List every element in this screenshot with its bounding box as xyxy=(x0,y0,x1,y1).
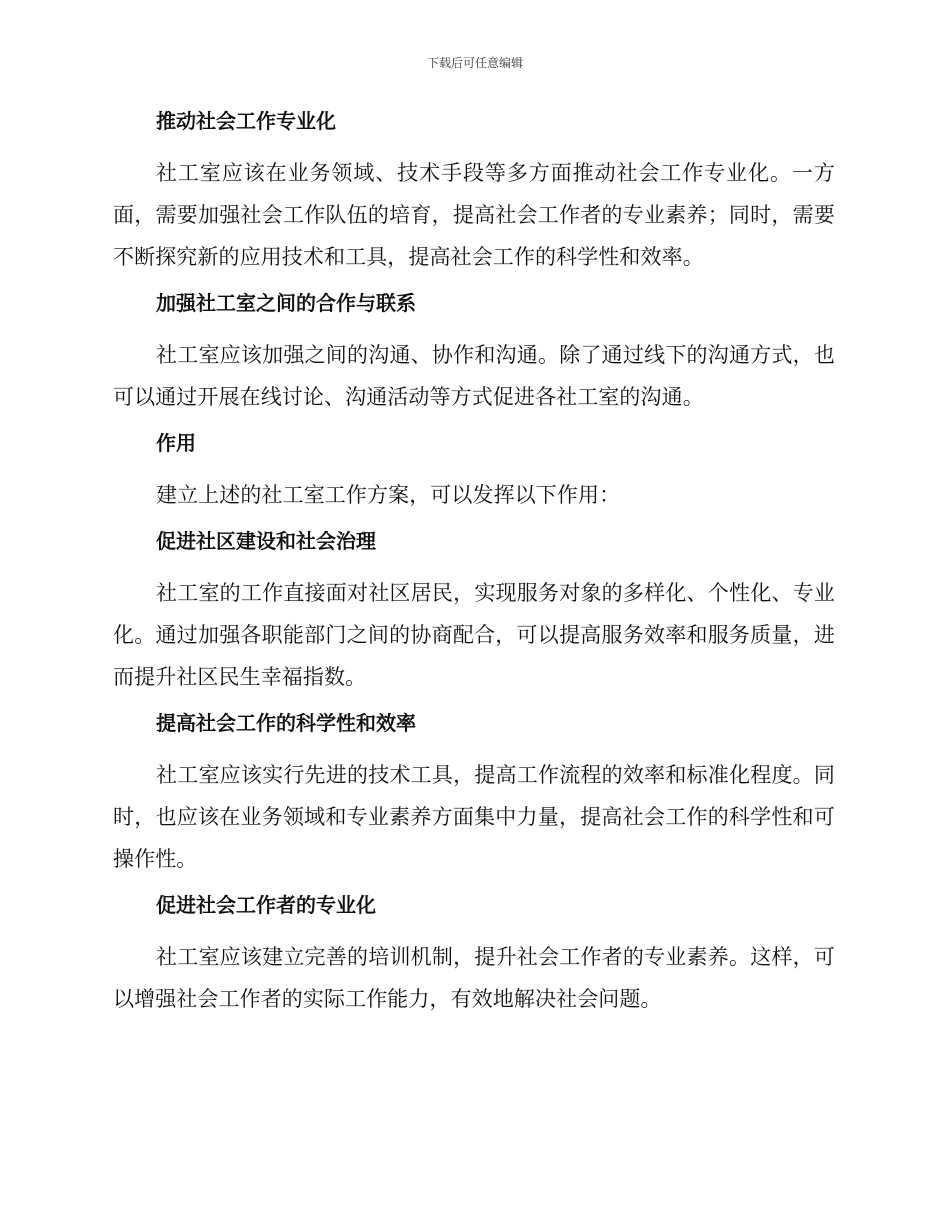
section-heading: 提高社会工作的科学性和效率 xyxy=(156,711,416,735)
section-paragraph: 社工室应该在业务领域、技术手段等多方面推动社会工作专业化。一方面，需要加强社会工作队伍的培育，提高社会工作者的专业素养；同时，需要不断探究新的应用技术和工具，提高社会工作的科学性和效率。 xyxy=(113,161,835,269)
section-paragraph: 建立上述的社工室工作方案，可以发挥以下作用： xyxy=(156,483,621,507)
section-heading: 促进社区建设和社会治理 xyxy=(156,529,376,553)
section-paragraph: 社工室的工作直接面对社区居民，实现服务对象的多样化、个性化、专业化。通过加强各职能部门之间的协商配合，可以提高服务效率和服务质量，进而提升社区民生幸福指数。 xyxy=(113,581,835,689)
section-heading: 推动社会工作专业化 xyxy=(156,109,336,133)
section-paragraph: 社工室应该建立完善的培训机制，提升社会工作者的专业素养。这样，可以增强社会工作者的实际工作能力，有效地解决社会问题。 xyxy=(113,945,835,1011)
document-body xyxy=(113,108,835,1020)
section-heading: 作用 xyxy=(156,431,196,455)
page-header: 下载后可任意编辑 xyxy=(426,56,523,70)
section-heading: 促进社会工作者的专业化 xyxy=(156,893,376,917)
section-paragraph: 社工室应该实行先进的技术工具，提高工作流程的效率和标准化程度。同时，也应该在业务领域和专业素养方面集中力量，提高社会工作的科学性和可操作性。 xyxy=(113,763,835,871)
section-paragraph: 社工室应该加强之间的沟通、协作和沟通。除了通过线下的沟通方式，也可以通过开展在线讨论、沟通活动等方式促进各社工室的沟通。 xyxy=(113,343,835,409)
section-heading: 加强社工室之间的合作与联系 xyxy=(156,291,416,315)
